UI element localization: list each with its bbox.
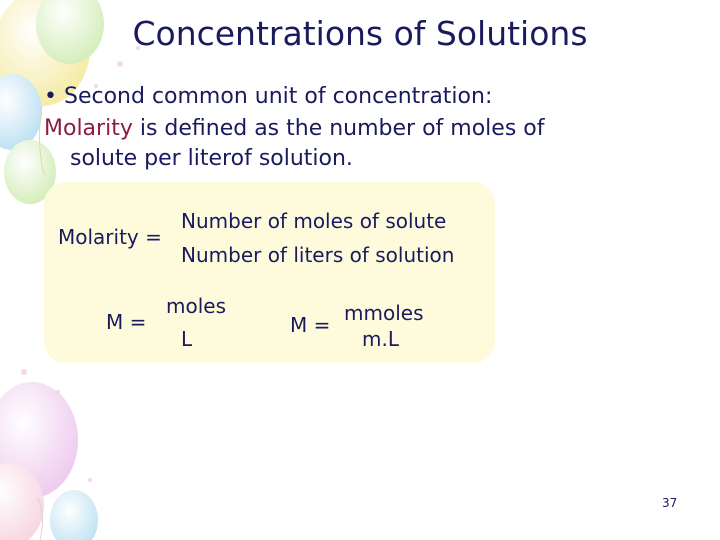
page-number: 37 xyxy=(662,496,678,510)
bullet-line-1 xyxy=(44,84,492,109)
formula2-denominator: m.L xyxy=(362,327,399,351)
bullet-text-line-1: Second common unit of concentration: xyxy=(63,84,493,109)
main-formula-label: Molarity = xyxy=(58,225,162,249)
main-formula-denominator: Number of liters of solution xyxy=(181,243,455,267)
slide-title: Concentrations of Solutions xyxy=(132,14,588,53)
main-formula-numerator: Number of moles of solute xyxy=(181,209,447,233)
bottom-left-balloons xyxy=(0,382,98,540)
formula1-denominator: L xyxy=(181,327,193,351)
bullet-text-line-2: is defined as the number of moles of xyxy=(132,116,545,141)
bullet-marker: • xyxy=(44,84,57,109)
bullet-text-line-3: solute per literof solution. xyxy=(70,146,353,171)
formula2-numerator: mmoles xyxy=(344,301,424,325)
formula1-numerator: moles xyxy=(166,294,226,318)
formula1-label: M = xyxy=(106,310,147,334)
keyword-molarity: Molarity xyxy=(44,116,133,141)
formula2-label: M = xyxy=(290,313,331,337)
bullet-line-2 xyxy=(44,116,544,141)
